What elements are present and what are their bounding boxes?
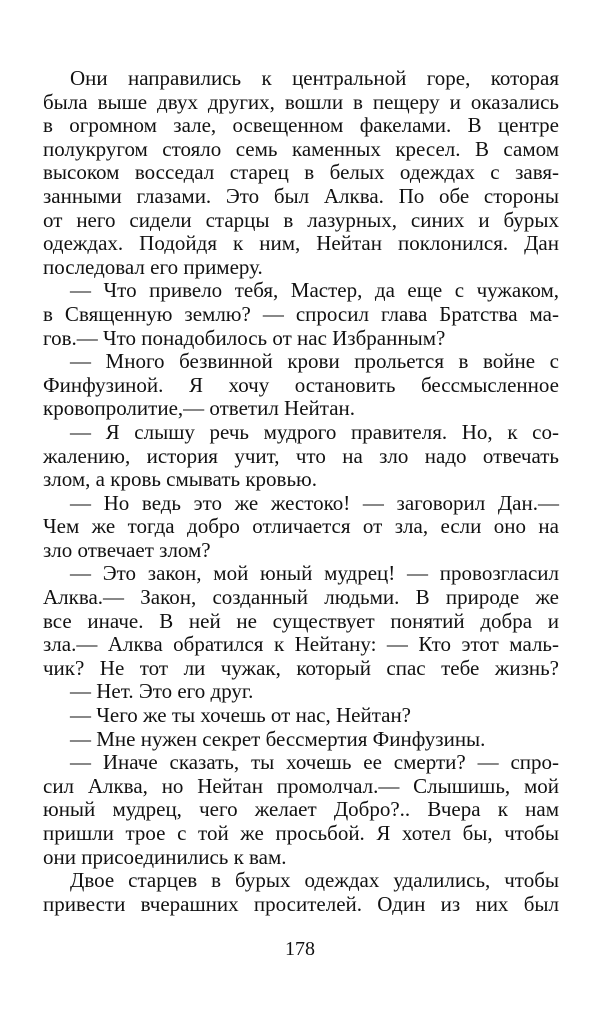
text-line: зло отвечает злом? — [43, 537, 211, 562]
text-line: жалению, история учит, что на зло надо отвечать — [43, 443, 559, 468]
text-line: зла.— Алква обратился к Нейтану: — Кто этот маль- — [43, 632, 559, 657]
book-page-text — [43, 67, 559, 916]
text-line: занными глазами. Это был Алква. По обе стороны — [43, 183, 559, 208]
text-line: Алква.— Закон, созданный людьми. В природе же — [43, 585, 559, 610]
text-line: Двое старцев в бурых одеждах удалились, чтобы — [70, 868, 559, 893]
text-line: они присоединились к вам. — [43, 844, 287, 869]
text-line: юный мудрец, чего желает Добро?.. Вчера к нам — [43, 797, 559, 822]
text-line: одеждах. Подойдя к ним, Нейтан поклонился. Дан — [43, 231, 559, 256]
text-line: — Нет. Это его друг. — [70, 679, 254, 704]
text-line: пришли трое с той же просьбой. Я хотел бы, чтобы — [43, 821, 559, 845]
text-line: высоком восседал старец в белых одеждах с завя- — [43, 160, 559, 185]
text-line: злом, а кровь смывать кровью. — [43, 467, 317, 492]
page-number: 178 — [285, 938, 315, 960]
text-line: — Чего же ты хочешь от нас, Нейтан? — [70, 703, 412, 728]
text-line: все иначе. В ней не существует понятий добра и — [43, 608, 559, 633]
text-line: — Мне нужен секрет бессмертия Финфузины. — [70, 726, 486, 751]
text-line: — Но ведь это же жестоко! — заговорил Дан.— — [70, 490, 559, 515]
text-line: — Что привело тебя, Мастер, да еще с чужаком, — [70, 278, 559, 303]
text-line: — Много безвинной крови прольется в войне с — [70, 349, 559, 374]
text-line: — Я слышу речь мудрого правителя. Но, к со- — [70, 419, 559, 444]
text-line: кровопролитие,— ответил Нейтан. — [43, 396, 356, 421]
text-line: Чем же тогда добро отличается от зла, если оно на — [43, 514, 559, 539]
text-line: последовал его примеру. — [43, 254, 263, 279]
text-line: сил Алква, но Нейтан промолчал.— Слышишь, мой — [43, 773, 559, 798]
text-line: была выше двух других, вошли в пещеру и оказались — [43, 89, 559, 114]
text-line: в огромном зале, освещенном факелами. В центре — [43, 113, 559, 138]
text-line: — Иначе сказать, ты хочешь ее смерти? — спро- — [70, 750, 559, 775]
text-line: от него сидели старцы в лазурных, синих и бурых — [43, 207, 559, 232]
text-line: Они направились к центральной горе, которая — [70, 66, 559, 90]
text-line: привести вчерашних просителей. Один из них был — [43, 891, 559, 916]
text-line: в Священную землю? — спросил глава Братства ма- — [43, 301, 559, 326]
text-line: чик? Не тот ли чужак, который спас тебе жизнь? — [43, 655, 559, 680]
text-line: полукругом стояло семь каменных кресел. В самом — [43, 136, 559, 161]
text-line: гов.— Что понадобилось от нас Избранным? — [43, 325, 446, 350]
text-line: Финфузиной. Я хочу остановить бессмысленное — [43, 372, 559, 397]
text-line: — Это закон, мой юный мудрец! — провозгласил — [70, 561, 559, 586]
